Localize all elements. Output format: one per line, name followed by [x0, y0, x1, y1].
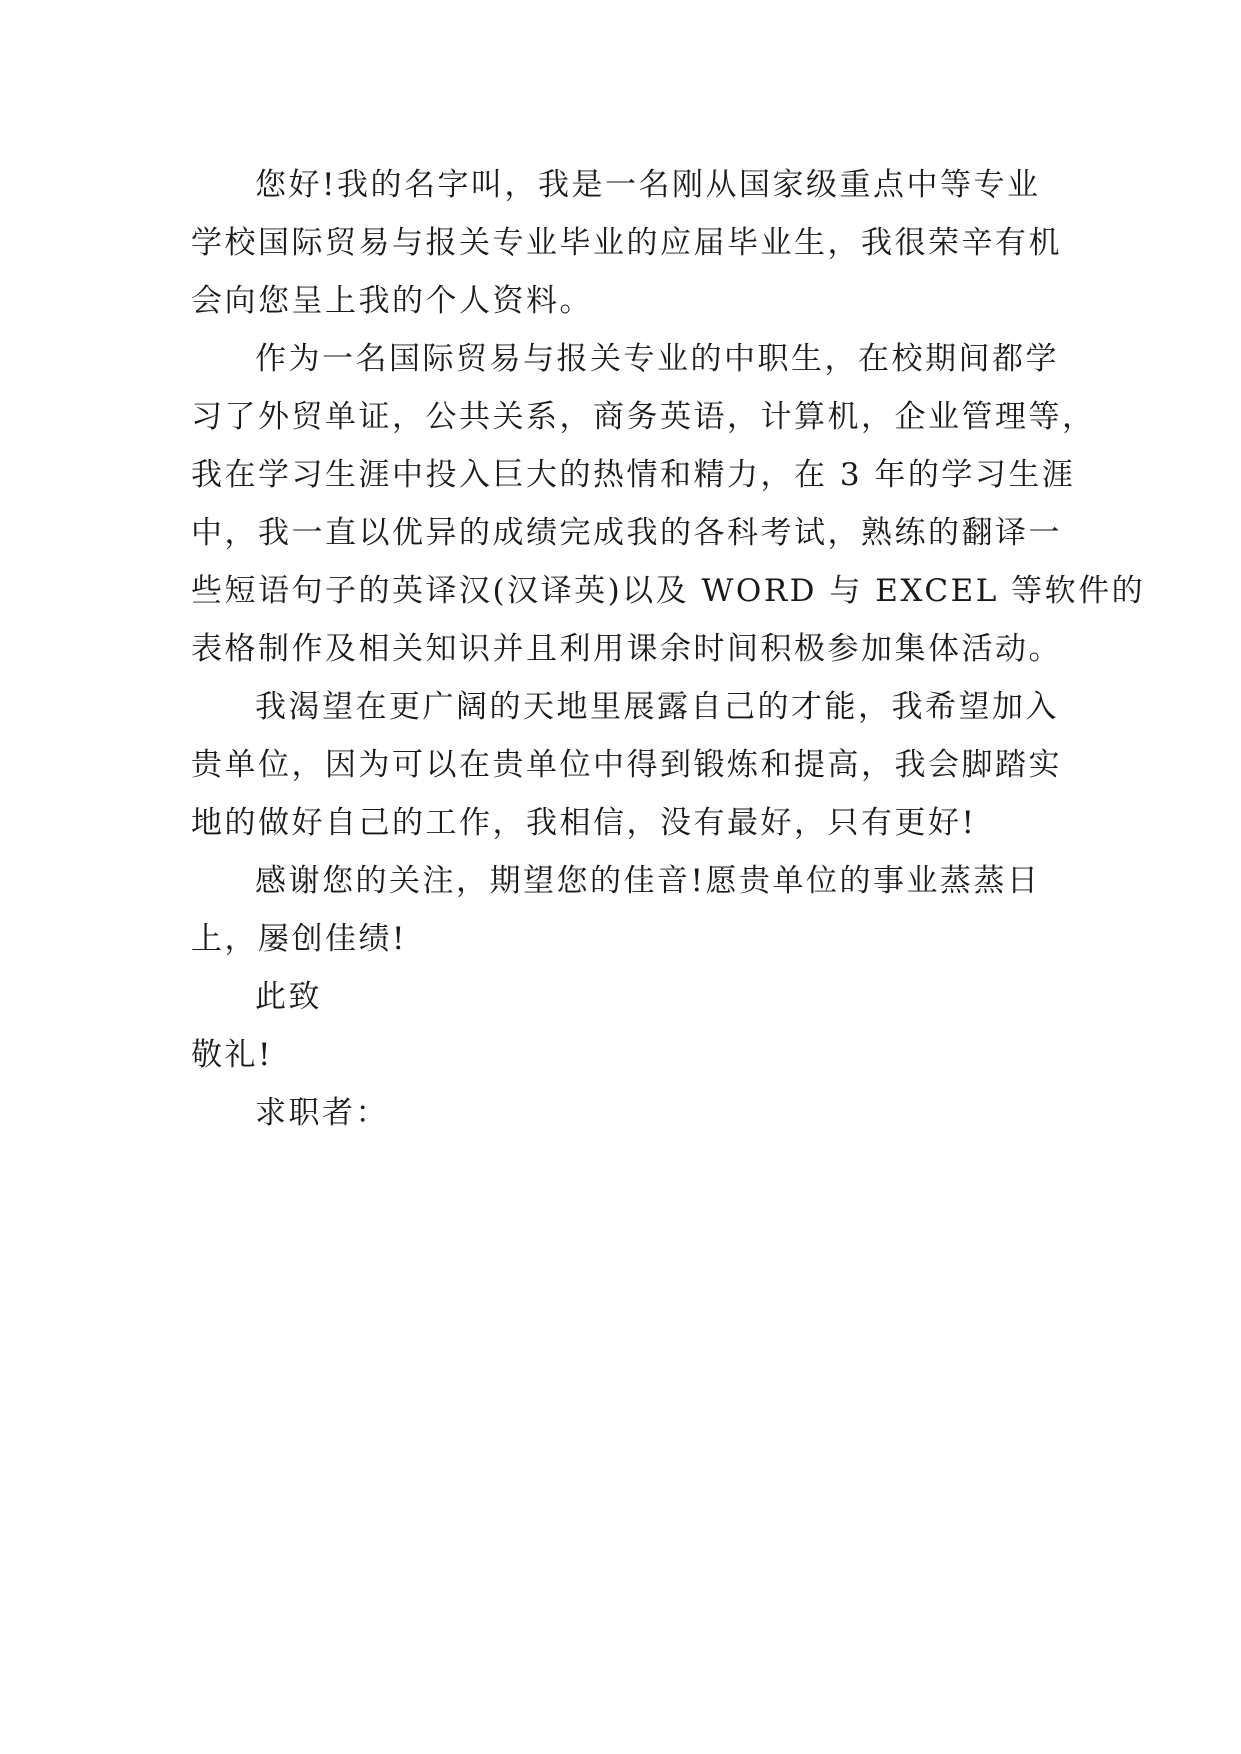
text-line: 感谢您的关注，期望您的佳音!愿贵单位的事业蒸蒸日 [255, 863, 1041, 899]
paragraph-aspiration [191, 678, 1062, 852]
paragraph-thanks [191, 852, 1051, 968]
signature: 求职者： [255, 1095, 389, 1131]
text-line: 作为一名国际贸易与报关专业的中职生，在校期间都学 [255, 341, 1059, 377]
text-line: 地的做好自己的工作，我相信，没有最好，只有更好! [191, 805, 977, 841]
paragraph-studies [191, 330, 1146, 678]
cover-letter-body [191, 156, 1146, 1142]
text-line: 学校国际贸易与报关专业毕业的应届毕业生，我很荣辛有机 [191, 225, 1062, 261]
text-line: 些短语句子的英译汉(汉译英)以及 WORD 与 EXCEL 等软件的 [191, 573, 1146, 609]
closing: 此致 [255, 979, 322, 1015]
text-line: 我渴望在更广阔的天地里展露自己的才能，我希望加入 [255, 689, 1059, 725]
text-line: 习了外贸单证，公共关系，商务英语，计算机，企业管理等， [191, 399, 1096, 435]
text-line: 上，屡创佳绩! [191, 921, 407, 957]
paragraph-intro [191, 156, 1062, 330]
text-line: 贵单位，因为可以在贵单位中得到锻炼和提高，我会脚踏实 [191, 747, 1062, 783]
text-line: 我在学习生涯中投入巨大的热情和精力，在 3 年的学习生涯 [191, 457, 1076, 493]
text-line: 会向您呈上我的个人资料。 [191, 283, 593, 319]
text-line: 表格制作及相关知识并且利用课余时间积极参加集体活动。 [191, 631, 1062, 667]
salutation: 敬礼! [191, 1037, 273, 1073]
text-line: 中，我一直以优异的成绩完成我的各科考试，熟练的翻译一 [191, 515, 1062, 551]
text-line: 您好!我的名字叫，我是一名刚从国家级重点中等专业 [255, 167, 1041, 203]
